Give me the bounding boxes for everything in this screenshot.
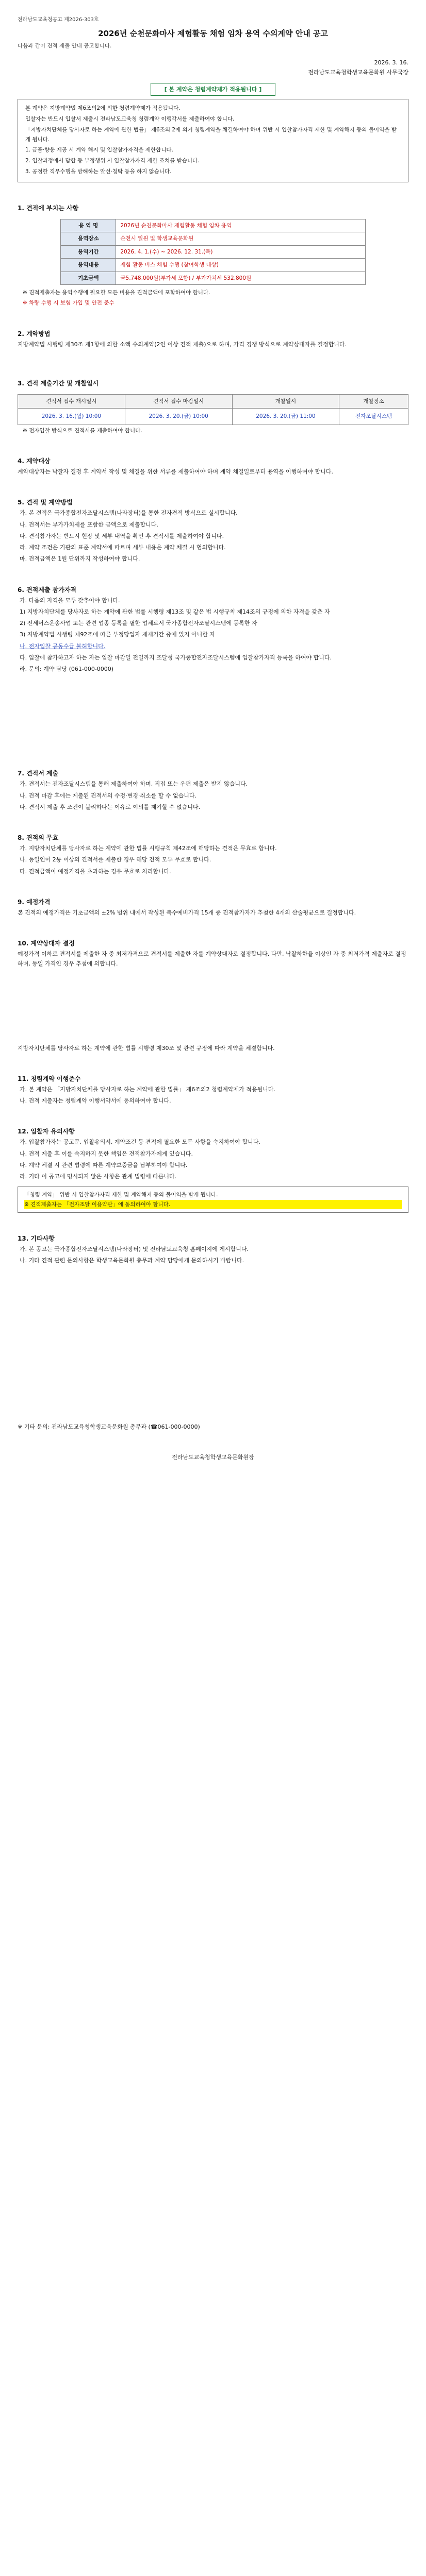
list-item: 나. 견적 마감 후에는 제출된 견적서의 수정·변경·취소를 할 수 없습니다. — [20, 792, 196, 799]
intro-box — [18, 99, 408, 182]
info-key: 기초금액 — [61, 272, 116, 284]
page-gap — [18, 971, 408, 1043]
info-value: 금5,748,000원(부가세 포함) / 부가가치세 532,800원 — [116, 272, 365, 284]
info-value: 2026. 4. 1.(수) ~ 2026. 12. 31.(목) — [116, 245, 365, 258]
section-heading: 12. 입찰자 유의사항 — [18, 1128, 75, 1136]
list-item: 3) 지방계약법 시행령 제92조에 따른 부정당업자 제재기간 중에 있지 아니한 자 — [20, 631, 216, 638]
list-item: 나. 견적 제출 후 이를 숙지하지 못한 책임은 견적참가자에게 있습니다. — [20, 1150, 193, 1157]
notice-number: 전라남도교육청공고 제2026-303호 — [18, 17, 99, 23]
table-row — [61, 259, 365, 272]
intro-line: 2. 입찰과정에서 담합 등 부정행위 시 입찰참가자격 제한 조치를 받습니다. — [25, 158, 200, 164]
info-key: 용역내용 — [61, 259, 116, 272]
section-list — [18, 1244, 408, 1266]
section-text: 예정가격 이하로 견적서를 제출한 자 중 최저가격으로 견적서를 제출한 자를 계약상대자로 결정합니다. 다만, 낙찰하한율 이상인 자 중 최저가격 제출자로 결정하며, 동일 가격인 경우 추첨에 의합니다. — [18, 951, 406, 968]
list-item: 다. 견적서 제출 후 조건이 불리하다는 이유로 이의를 제기할 수 없습니다. — [20, 803, 201, 810]
table-row — [61, 272, 365, 284]
contact-info — [18, 1422, 408, 1432]
intro-line: 본 계약은 지방계약법 제6조의2에 의한 청렴계약제가 적용됩니다. — [25, 105, 181, 111]
section-heading: 11. 청렴계약 이행준수 — [18, 1075, 81, 1082]
table-cell: 2026. 3. 20.(금) 11:00 — [232, 409, 339, 425]
list-item: 가. 본 공고는 국가종합전자조달시스템(나라장터) 및 전라남도교육청 홈페이지에 게시합니다. — [20, 1246, 249, 1253]
table-row — [61, 245, 365, 258]
list-item: 나. 동일인이 2통 이상의 견적서를 제출한 경우 해당 견적 모두 무효로 합니다. — [20, 856, 211, 863]
page-gap — [18, 675, 408, 748]
section-heading: 5. 견적 및 계약방법 — [18, 499, 73, 506]
caution-box — [18, 1187, 408, 1213]
intro-line: 「지방자치단체를 당사자로 하는 계약에 관한 법률」 제6조의 2에 의거 청렴계약을 체결하여야 하며 위반 시 입찰참가자격 제한 및 계약해지 등의 불이익을 받게 됩니다. — [25, 126, 397, 143]
section-text: 지방계약법 시행령 제30조 제1항에 의한 소액 수의계약(2인 이상 견적 제출)으로 하며, 가격 경쟁 방식으로 계약상대자를 결정합니다. — [18, 341, 347, 348]
table-row — [61, 219, 365, 232]
section-list — [18, 779, 408, 812]
page-title: 2026년 순천문화마사 제험활동 채험 임차 용역 수의계약 안내 공고 — [98, 28, 328, 38]
page-subtitle: 다음과 같이 견적 제출 안내 공고합니다. — [18, 42, 112, 49]
section-heading: 8. 견적의 무효 — [18, 834, 59, 842]
section-heading: 10. 계약상대자 결정 — [18, 940, 75, 947]
issuing-org: 전라남도교육청학생교육문화원 사무국장 — [308, 69, 408, 76]
page-gap — [18, 1267, 408, 1422]
caution-line: ※ 견적제출자는 「전자조달 이용약관」에 동의하여야 합니다. — [24, 1200, 402, 1209]
table-header-row — [18, 394, 408, 408]
list-item: 다. 견적참가자는 반드시 현장 및 세부 내역을 확인 후 견적서를 제출하여야 합니다. — [20, 532, 224, 539]
integrity-label: [ 본 계약은 청렴계약제가 적용됩니다 ] — [151, 83, 276, 96]
section-text: 본 견적의 예정가격은 기초금액의 ±2% 범위 내에서 작성된 복수예비가격 15개 중 견적참가자가 추첨한 4개의 산술평균으로 결정합니다. — [18, 909, 356, 916]
section-text: 계약대상자는 낙찰자 결정 후 계약서 작성 및 체결을 위한 서류를 제출하여야 하며 계약 체결일로부터 용역을 이행하여야 합니다. — [18, 468, 333, 476]
section-note: ※ 차량 수행 시 보험 가입 및 안전 준수 — [23, 300, 114, 307]
section-body — [18, 949, 408, 969]
section-list — [18, 508, 408, 564]
list-item: 나. 전자입찰 공동수급 불허합니다. — [20, 642, 106, 650]
intro-line: 3. 공정한 직무수행을 방해하는 알선·청탁 등을 하지 않습니다. — [25, 168, 172, 175]
list-item: 가. 지방자치단체를 당사자로 하는 계약에 관한 법률 시행규칙 제42조에 해당하는 견적은 무효로 합니다. — [20, 845, 277, 852]
section-heading: 7. 견적서 제출 — [18, 770, 59, 777]
section-list — [18, 596, 408, 674]
section-heading: 4. 계약대상 — [18, 457, 51, 465]
column-header: 개찰장소 — [339, 394, 408, 408]
section-heading: 2. 계약방법 — [18, 330, 51, 337]
list-item: 라. 계약 조건은 기관의 표준 계약서에 따르며 세부 내용은 계약 체결 시 협의합니다. — [20, 544, 226, 551]
column-header: 개찰일시 — [232, 394, 339, 408]
list-item: 다. 견적금액이 예정가격을 초과하는 경우 무효로 처리합니다. — [20, 868, 171, 875]
caution-line: 「청렴 계약」 위반 시 입찰참가자격 제한 및 계약해지 등의 불이익을 받게 됩니다. — [24, 1192, 218, 1198]
section-body — [18, 1043, 408, 1053]
list-item: 1) 지방자치단체를 당사자로 하는 계약에 관한 법률 시행령 제13조 및 같은 법 시행규칙 제14조의 규정에 의한 자격을 갖춘 자 — [20, 608, 330, 615]
table-cell: 2026. 3. 16.(월) 10:00 — [18, 409, 125, 425]
section-heading: 9. 예정가격 — [18, 898, 51, 906]
info-key: 용 역 명 — [61, 219, 116, 232]
list-item: 마. 견적금액은 1원 단위까지 작성하여야 합니다. — [20, 555, 140, 563]
list-item: 가. 다음의 자격을 모두 갖추어야 합니다. — [20, 597, 120, 604]
list-item: 라. 문의: 계약 담당 (061-000-0000) — [20, 666, 114, 673]
contract-info-table — [60, 219, 365, 285]
list-item: 라. 기타 이 공고에 명시되지 않은 사항은 관계 법령에 따릅니다. — [20, 1173, 177, 1180]
section-heading: 3. 견적 제출기간 및 개찰일시 — [18, 379, 99, 387]
info-value: 제험 활동 버스 채험 수행 (참여학생 대상) — [116, 259, 365, 272]
section-heading: 6. 견적제출 참가자격 — [18, 586, 77, 594]
intro-line: 1. 금품·향응 제공 시 계약 해지 및 입찰참가자격을 제한합니다. — [25, 147, 173, 154]
info-value: 순천시 일원 및 학생교육문화원 — [116, 232, 365, 245]
table-cell: 전자조달시스템 — [339, 409, 408, 425]
list-item: 다. 계약 체결 시 관련 법령에 따른 계약보증금을 납부하여야 합니다. — [20, 1161, 188, 1168]
list-item: 나. 견적 제출자는 청렴계약 이행서약서에 동의하여야 합니다. — [20, 1097, 171, 1105]
section-text: 지방자치단체를 당사자로 하는 계약에 관한 법률 시행령 제30조 및 관련 규정에 따라 계약을 체결합니다. — [18, 1044, 275, 1052]
section-heading: 1. 견적에 부치는 사항 — [18, 205, 79, 212]
table-row — [61, 232, 365, 245]
notice-date: 2026. 3. 16. — [374, 59, 408, 66]
list-item: 가. 본 견적은 국가종합전자조달시스템(나라장터)을 통한 전자견적 방식으로 실시합니다. — [20, 510, 238, 517]
list-item: 2) 전세버스운송사업 또는 관련 업종 등록을 필한 업체로서 국가종합전자조달시스템에 등록한 자 — [20, 620, 257, 627]
list-item: 가. 견적서는 전자조달시스템을 통해 제출하여야 하며, 직접 또는 우편 제출은 받지 않습니다. — [20, 781, 248, 788]
list-item: 나. 견적서는 부가가치세를 포함한 금액으로 제출합니다. — [20, 521, 158, 528]
section-list — [18, 843, 408, 876]
list-item: 다. 입찰에 참가하고자 하는 자는 입찰 마감일 전일까지 조달청 국가종합전자조달시스템에 입찰참가자격 등록을 하여야 합니다. — [20, 654, 332, 661]
integrity-banner — [18, 83, 408, 96]
table-cell: 2026. 3. 20.(금) 10:00 — [125, 409, 232, 425]
contact-text: ※ 기타 문의: 전라남도교육청학생교육문화원 총무과 (☎061-000-0000) — [18, 1423, 200, 1430]
list-item: 나. 기타 견적 관련 문의사항은 학생교육문화원 총무과 계약 담당에게 문의하시기 바랍니다. — [20, 1257, 244, 1264]
signature-org: 전라남도교육청학생교육문화원장 — [172, 1453, 254, 1461]
info-value: 2026년 순천문화마사 제험활동 채험 임차 용역 — [116, 219, 365, 232]
column-header: 견적서 접수 개시일시 — [18, 394, 125, 408]
section-note: ※ 견적제출자는 용역수행에 필요한 모든 비용을 견적금액에 포함하여야 합니다. — [23, 289, 210, 296]
info-key: 용역기간 — [61, 245, 116, 258]
intro-line: 입찰자는 반드시 입찰서 제출시 전라남도교육청 청렴계약 이행각서를 제출하여야 합니다. — [25, 115, 235, 122]
section-list — [18, 1137, 408, 1181]
list-item: 가. 본 계약은 「지방자치단체를 당사자로 하는 계약에 관한 법률」 제6조의2 청렴계약제가 적용됩니다. — [20, 1086, 275, 1093]
section-heading: 13. 기타사항 — [18, 1235, 55, 1243]
section-body — [18, 340, 408, 349]
section-body — [18, 467, 408, 477]
list-item: 가. 입찰참가자는 공고문, 입찰유의서, 계약조건 등 견적에 필요한 모든 사항을 숙지하여야 합니다. — [20, 1139, 260, 1146]
section-list — [18, 1084, 408, 1106]
info-key: 용역장소 — [61, 232, 116, 245]
section-note: ※ 전자입찰 방식으로 견적서를 제출하여야 합니다. — [23, 427, 142, 434]
schedule-table — [18, 394, 408, 425]
table-row — [18, 409, 408, 425]
column-header: 견적서 접수 마감일시 — [125, 394, 232, 408]
section-body — [18, 908, 408, 918]
